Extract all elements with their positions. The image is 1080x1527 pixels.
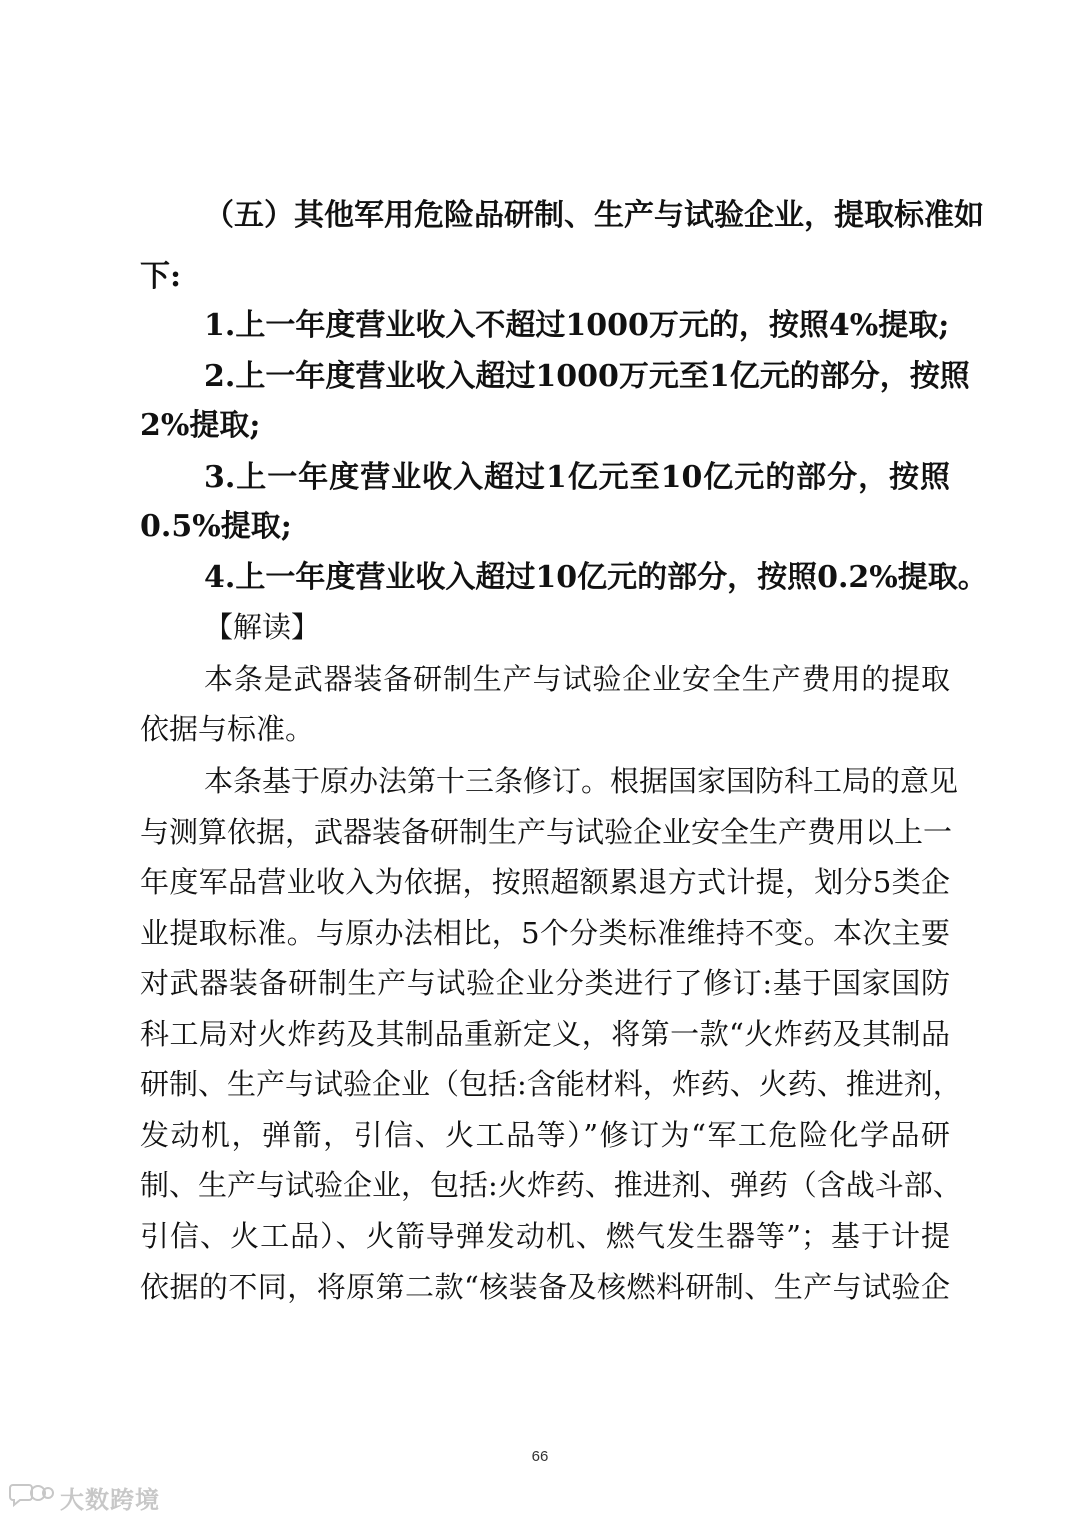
paragraph-line: 年度军品营业收入为依据，按照超额累退方式计提，划分5类企 [140,865,950,899]
paragraph-line: 2.上一年度营业收入超过1000万元至1亿元的部分，按照 [204,359,970,394]
paragraph-line: 对武器装备研制生产与试验企业分类进行了修订:基于国家国防 [140,966,950,1000]
paragraph-line: 发动机，弹箭，引信、火工品等）”修订为“军工危险化学品研 [140,1118,950,1152]
paragraph-line: 本条是武器装备研制生产与试验企业安全生产费用的提取 [204,662,950,696]
paragraph-line: 依据的不同，将原第二款“核装备及核燃料研制、生产与试验企 [140,1270,950,1304]
paragraph-line: 引信、火工品）、火箭导弹发动机、燃气发生器等”；基于计提 [140,1219,950,1253]
watermark-text: 大数跨境 [60,1487,160,1514]
paragraph-line: 下: [140,259,182,294]
page-number: 66 [531,1448,549,1465]
paragraph-line: （五）其他军用危险品研制、生产与试验企业，提取标准如 [204,198,984,233]
paragraph-line: 0.5%提取; [140,509,292,544]
chat-bubble-logo-icon [8,1480,54,1515]
paragraph-line: 4.上一年度营业收入超过10亿元的部分，按照0.2%提取。 [204,560,988,595]
paragraph-line: 研制、生产与试验企业（包括:含能材料，炸药、火药、推进剂， [140,1067,962,1101]
paragraph-line: 制、生产与试验企业，包括:火炸药、推进剂、弹药（含战斗部、 [140,1168,962,1202]
paragraph-line: 依据与标准。 [140,712,315,746]
paragraph-line: 与测算依据，武器装备研制生产与试验企业安全生产费用以上一 [140,815,953,849]
watermark [8,1480,160,1515]
section-heading: 【解读】 [204,610,321,644]
paragraph-line: 3.上一年度营业收入超过1亿元至10亿元的部分，按照 [204,460,950,495]
paragraph-line: 1.上一年度营业收入不超过1000万元的，按照4%提取; [204,308,950,343]
paragraph-line: 2%提取; [140,408,261,443]
paragraph-line: 科工局对火炸药及其制品重新定义，将第一款“火炸药及其制品 [140,1017,950,1051]
paragraph-line: 本条基于原办法第十三条修订。根据国家国防科工局的意见 [204,764,959,798]
paragraph-line: 业提取标准。与原办法相比，5个分类标准维持不变。本次主要 [140,916,950,950]
